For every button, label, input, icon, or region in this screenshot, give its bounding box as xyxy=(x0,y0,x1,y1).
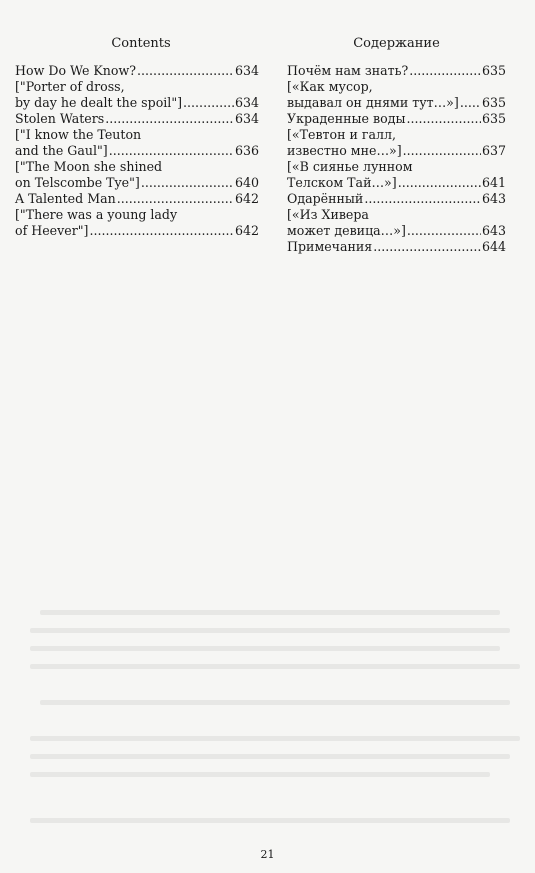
contents-entry[interactable] xyxy=(287,79,506,111)
entry-title-line: [«Тевтон и галл, xyxy=(287,127,397,142)
entry-page-number: 636 xyxy=(234,143,259,158)
dot-leader xyxy=(406,111,480,127)
entry-title-line: ["Porter of dross, xyxy=(15,79,125,94)
contents-entry[interactable] xyxy=(15,159,259,191)
contents-heading: Содержание xyxy=(353,36,440,51)
bleed-through-texture xyxy=(30,664,520,669)
entry-page-number: 634 xyxy=(234,111,259,126)
entry-page-number: 635 xyxy=(481,63,506,78)
entry-title-line: Одарённый xyxy=(287,191,364,206)
dot-leader xyxy=(409,63,481,79)
dot-leader xyxy=(137,63,234,79)
entry-title-line: and the Gaul"] xyxy=(15,143,108,158)
contents-entry[interactable] xyxy=(15,191,259,207)
dot-leader xyxy=(141,175,234,191)
entry-title-line: by day he dealt the spoil"] xyxy=(15,95,183,110)
entry-page-number: 641 xyxy=(481,175,506,190)
entry-title-line: может девица…»] xyxy=(287,223,406,238)
contents-entry[interactable] xyxy=(15,127,259,159)
contents-entry[interactable] xyxy=(287,159,506,191)
dot-leader xyxy=(407,223,481,239)
bleed-through-texture xyxy=(40,700,510,705)
entry-title-line: A Talented Man xyxy=(15,191,116,206)
entry-page-number: 642 xyxy=(234,223,259,238)
contents-entry[interactable] xyxy=(15,63,259,79)
entry-page-number: 644 xyxy=(481,239,506,254)
entry-title-line: How Do We Know? xyxy=(15,63,137,78)
entry-title-line: [«Как мусор, xyxy=(287,79,373,94)
contents-entry[interactable] xyxy=(287,127,506,159)
contents-entry[interactable] xyxy=(287,191,506,207)
dot-leader xyxy=(117,191,234,207)
contents-entry[interactable] xyxy=(15,111,259,127)
dot-leader xyxy=(109,143,234,159)
bleed-through-texture xyxy=(30,818,510,823)
entry-title-line: известно мне…»] xyxy=(287,143,402,158)
contents-entry[interactable] xyxy=(287,63,506,79)
entry-title-line: Stolen Waters xyxy=(15,111,105,126)
contents-entry[interactable] xyxy=(287,111,506,127)
entry-page-number: 637 xyxy=(481,143,506,158)
contents-entry[interactable] xyxy=(15,207,259,239)
dot-leader xyxy=(89,223,234,239)
dot-leader xyxy=(373,239,481,255)
dot-leader xyxy=(183,95,234,111)
contents-column-english xyxy=(15,36,259,239)
entry-page-number: 635 xyxy=(481,95,506,110)
entry-title-line: ["There was a young lady xyxy=(15,207,178,222)
bleed-through-texture xyxy=(30,772,490,777)
dot-leader xyxy=(403,143,481,159)
contents-column-russian xyxy=(287,36,506,255)
contents-list xyxy=(15,63,259,239)
entry-title-line: on Telscombe Tye"] xyxy=(15,175,140,190)
entry-page-number: 634 xyxy=(234,95,259,110)
dot-leader xyxy=(364,191,481,207)
entry-title-line: Примечания xyxy=(287,239,373,254)
entry-title-line: Почём нам знать? xyxy=(287,63,409,78)
entry-title-line: ["I know the Teuton xyxy=(15,127,142,142)
entry-title-line: [«Из Хивера xyxy=(287,207,369,222)
dot-leader xyxy=(460,95,481,111)
contents-entry[interactable] xyxy=(287,207,506,239)
contents-heading: Contents xyxy=(111,36,171,51)
entry-title-line: Телском Тай…»] xyxy=(287,175,397,190)
entry-page-number: 634 xyxy=(234,63,259,78)
entry-title-line: Украденные воды xyxy=(287,111,406,126)
entry-page-number: 643 xyxy=(481,191,506,206)
bleed-through-texture xyxy=(30,646,500,651)
entry-title-line: выдавал он днями тут…»] xyxy=(287,95,459,110)
entry-page-number: 642 xyxy=(234,191,259,206)
dot-leader xyxy=(398,175,481,191)
dot-leader xyxy=(105,111,234,127)
bleed-through-texture xyxy=(30,754,510,759)
bleed-through-texture xyxy=(30,736,520,741)
contents-list xyxy=(287,63,506,255)
entry-title-line: of Heever"] xyxy=(15,223,89,238)
contents-entry[interactable] xyxy=(287,239,506,255)
page-number: 21 xyxy=(260,848,275,861)
bleed-through-texture xyxy=(30,628,510,633)
contents-entry[interactable] xyxy=(15,79,259,111)
bleed-through-texture xyxy=(40,610,500,615)
entry-page-number: 643 xyxy=(481,223,506,238)
entry-title-line: ["The Moon she shined xyxy=(15,159,163,174)
entry-page-number: 640 xyxy=(234,175,259,190)
entry-page-number: 635 xyxy=(481,111,506,126)
entry-title-line: [«В сиянье лунном xyxy=(287,159,413,174)
